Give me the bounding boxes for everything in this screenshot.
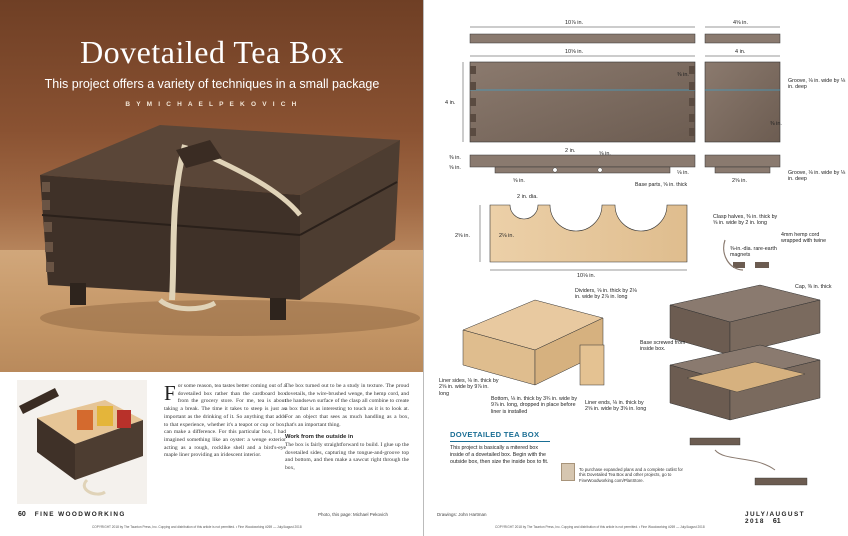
note-bottom: Bottom, ⅛ in. thick by 3¾ in. wide by 9⅞ in. long, dropped in place before liner is installed xyxy=(491,396,577,415)
author-byline: B Y M I C H A E L P E K O V I C H xyxy=(125,101,299,108)
info-box-text: This project is basically a mitered box inside of a dovetailed box. Begin with the outside box, then size the inside box to fit. xyxy=(450,445,549,465)
body-column-1 xyxy=(164,383,286,460)
note-hemp-cord: 4mm hemp cord wrapped with twine xyxy=(781,232,827,245)
dim-base-hole: ⅝ in. xyxy=(599,151,611,157)
plan-store-promo: To purchase expanded plans and a complete cutlist for this Dovetailed Tea Box and other projects, go to FineWoodworking.com/PlanStore. xyxy=(579,467,683,483)
note-magnets: ⅜-in.-dia. rare-earth magnets xyxy=(730,246,777,259)
photo-credit: Photo, this page: Michael Pekovich xyxy=(318,512,389,517)
dim-base-thick: ⅜ in. xyxy=(449,155,461,161)
info-box-heading: DOVETAILED TEA BOX xyxy=(450,430,550,442)
right-copyright: COPYRIGHT 2018 by The Taunton Press, Inc. Copying and distribution of this article is not permitted. • Fine Woodworking #269 — July/August 2018 xyxy=(495,525,705,529)
dim-side-inset: ⅜ in. xyxy=(770,121,782,127)
article-subtitle: This project offers a variety of techniques in a small package xyxy=(44,77,380,91)
dim-base-inset: ⅝ in. xyxy=(449,165,461,171)
dim-top-width: 4⅝ in. xyxy=(733,20,748,26)
dim-top-length: 10⅞ in. xyxy=(565,20,584,26)
body-column-2 xyxy=(285,383,409,473)
right-page-number: 61 xyxy=(772,518,781,525)
drop-cap: F xyxy=(164,381,176,405)
dim-base-end: ⅛ in. xyxy=(677,170,689,176)
left-copyright: COPYRIGHT 2018 by The Taunton Press, Inc. Copying and distribution of this article is not permitted. • Fine Woodworking #269 — July/August 2018 xyxy=(92,525,302,529)
right-page xyxy=(425,0,848,536)
dim-front-length: 10⅝ in. xyxy=(565,49,584,55)
dim-cutout-height: 2⅝ in. xyxy=(455,233,470,239)
left-page-number: 60 xyxy=(18,511,26,518)
dim-base-spacing: 2 in. xyxy=(565,148,576,154)
column-1-text: or some reason, tea tastes better coming out of a dovetailed box rather than the cardboard box from the grocery store. For me, tea is about taking a break. The time it takes to steep is just as important as the drinking of it. So anything that adds to that experience, whether it's a teapot or cup or box, can make a difference. For this particular box, I had imagined something like an oyster: a wenge exterior acting as a rough, rocklike shell and a bird's-eye maple liner providing an iridescent interior. xyxy=(164,383,286,459)
dim-cutout-depth: 2⅛ in. xyxy=(499,233,514,239)
note-liner-ends: Liner ends, ⅛ in. thick by 2⅝ in. wide by 3⅝ in. long xyxy=(585,400,647,413)
drawing-credit: Drawings: John Hartman xyxy=(437,512,487,517)
left-magazine-name: FINE WOODWORKING xyxy=(34,511,126,518)
note-groove-top: Groove, ⅛ in. wide by ⅛ in. deep xyxy=(788,78,846,91)
right-issue-date: JULY/AUGUST 2018 xyxy=(745,511,805,525)
article-title: Dovetailed Tea Box xyxy=(80,34,344,70)
note-base-parts: Base parts, ⅝ in. thick xyxy=(635,182,688,188)
dim-base-end-width: 2⅝ in. xyxy=(732,178,747,184)
right-folio xyxy=(745,511,848,525)
note-clasp-halves: Clasp halves, ⅜ in. thick by ⅝ in. wide by 2 in. long xyxy=(713,214,778,227)
note-dividers: Dividers, ⅛ in. thick by 2⅛ in. wide by 2⅞ in. long xyxy=(575,288,637,301)
note-liner-sides: Liner sides, ⅛ in. thick by 2⅝ in. wide by 9⅞ in. long xyxy=(439,378,499,397)
column-2-paragraph-2: The box is fairly straightforward to build. I glue up the dovetailed sides, capturing the tongue-and-groove top and bottom, and then make a sawcut right through the box, xyxy=(285,441,409,472)
hero-photo xyxy=(0,0,424,372)
note-base-screwed: Base screwed from inside box. xyxy=(640,340,686,353)
dim-base-gap: ⅝ in. xyxy=(513,178,525,184)
dim-side-width: 4 in. xyxy=(735,49,746,55)
note-groove-base: Groove, ⅛ in. wide by ⅛ in. deep xyxy=(788,170,846,183)
note-cap: Cap, ⅜ in. thick xyxy=(795,284,832,290)
column-2-paragraph-1: The box turned out to be a study in texture. The proud dovetails, the wire-brushed wenge, the hemp cord, and the handsewn surface of the clasp all combine to create a box that is as interesting to touch as it is to look at. For an object that sees as much handling as a box, that's an important thing. xyxy=(285,383,409,428)
dim-liner-length: 10⅛ in. xyxy=(577,273,596,279)
dim-cutout-dia: 2 in. dia. xyxy=(517,194,538,200)
section-subhead: Work from the outside in xyxy=(285,434,354,441)
dim-top-thickness: ⅜ in. xyxy=(677,72,689,78)
left-folio xyxy=(18,511,126,518)
inset-photo-open-box xyxy=(17,380,147,504)
info-box xyxy=(450,430,550,466)
dim-front-height: 4 in. xyxy=(445,100,456,106)
plans-icon xyxy=(561,463,575,481)
